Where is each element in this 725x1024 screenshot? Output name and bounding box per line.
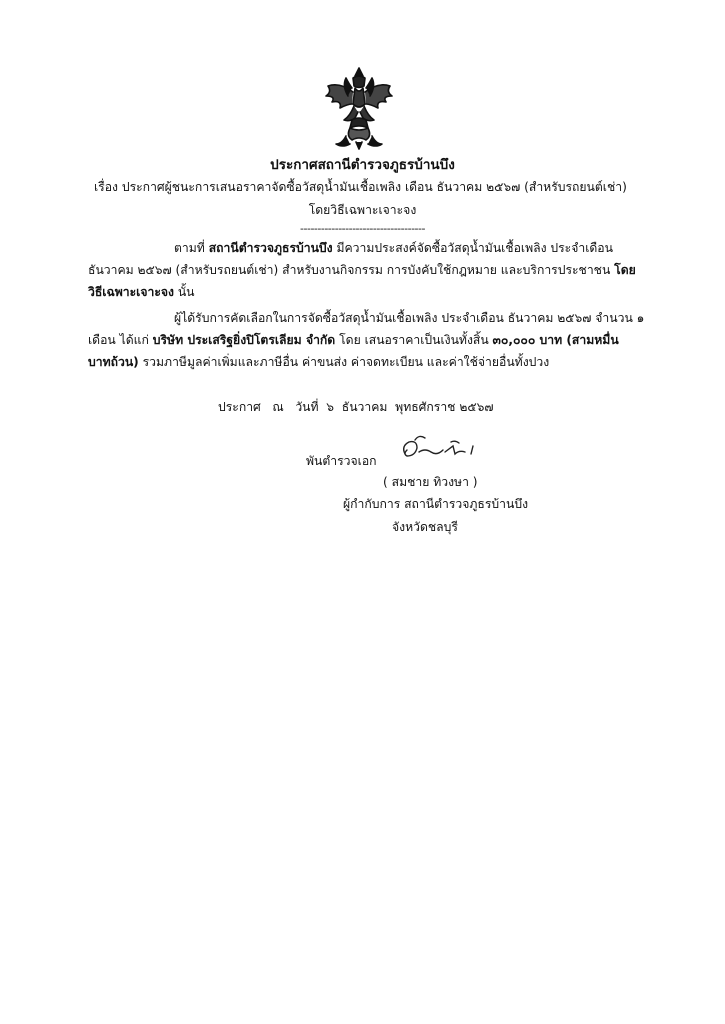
paragraph-2-line-1: ผู้ได้รับการคัดเลือกในการจัดซื้อวัสดุน้ำมันเชื้อเพลิง ประจำเดือน ธันวาคม ๒๕๖๗ จำนวน ๑ <box>174 311 645 325</box>
text-span: มีความประสงค์จัดซื้อวัสดุน้ำมันเชื้อเพลิง ประจำเดือน <box>332 241 613 255</box>
garuda-emblem-icon <box>322 64 396 150</box>
paragraph-1-line-1 <box>88 237 636 259</box>
company-name-bold: บริษัท ประเสริฐยิ่งปิโตรเลียม จำกัด <box>152 333 336 347</box>
signer-name: ( สมชาย ทิวงษา ) <box>383 475 478 489</box>
amount-bold: ๓๐,๐๐๐ บาท (สามหมื่น <box>492 333 619 347</box>
paragraph-2-line-2 <box>88 329 636 351</box>
text-span: ตามที่ <box>174 241 209 255</box>
announcement-date: ประกาศ ณ วันที่ ๖ ธันวาคม พุทธศักราช ๒๕๖๗ <box>218 400 494 414</box>
signature-icon <box>395 432 485 468</box>
subject-method: โดยวิธีเฉพาะเจาะจง <box>308 203 417 217</box>
station-name-bold: สถานีตำรวจภูธรบ้านบึง <box>208 241 333 255</box>
signer-position: ผู้กำกับการ สถานีตำรวจภูธรบ้านบึง <box>343 497 529 511</box>
method-bold: โดย <box>614 263 636 277</box>
signer-province: จังหวัดชลบุรี <box>392 520 458 534</box>
divider-line: ------------------------------------ <box>300 222 425 235</box>
paragraph-1 <box>88 237 636 303</box>
text-span: โดย เสนอราคาเป็นเงินทั้งสิ้น <box>335 333 493 347</box>
text-span: รวมภาษีมูลค่าเพิ่มและภาษีอื่น ค่าขนส่ง ค่าจดทะเบียน และค่าใช้จ่ายอื่นทั้งปวง <box>138 355 550 369</box>
text-span: ธันวาคม ๒๕๖๗ (สำหรับรถยนต์เช่า) สำหรับงานกิจกรรม การบังคับใช้กฎหมาย และบริการประชาชน <box>88 263 615 277</box>
paragraph-2-line-3 <box>88 351 636 373</box>
method-bold-2: วิธีเฉพาะเจาะจง <box>88 285 174 299</box>
amount-bold-2: บาทถ้วน) <box>88 355 139 369</box>
signer-rank: พันตำรวจเอก <box>306 454 377 468</box>
document-title: ประกาศสถานีตำรวจภูธรบ้านบึง <box>270 157 455 173</box>
text-span: เดือน ได้แก่ <box>88 333 153 347</box>
paragraph-2 <box>88 307 645 373</box>
paragraph-1-line-3 <box>88 281 636 303</box>
subject-line: เรื่อง ประกาศผู้ชนะการเสนอราคาจัดซื้อวัสดุน้ำมันเชื้อเพลิง เดือน ธันวาคม ๒๕๖๗ (สำหรับรถยนต์เช่า) <box>94 180 627 194</box>
paragraph-1-line-2 <box>88 259 636 281</box>
text-span: นั้น <box>173 285 195 299</box>
